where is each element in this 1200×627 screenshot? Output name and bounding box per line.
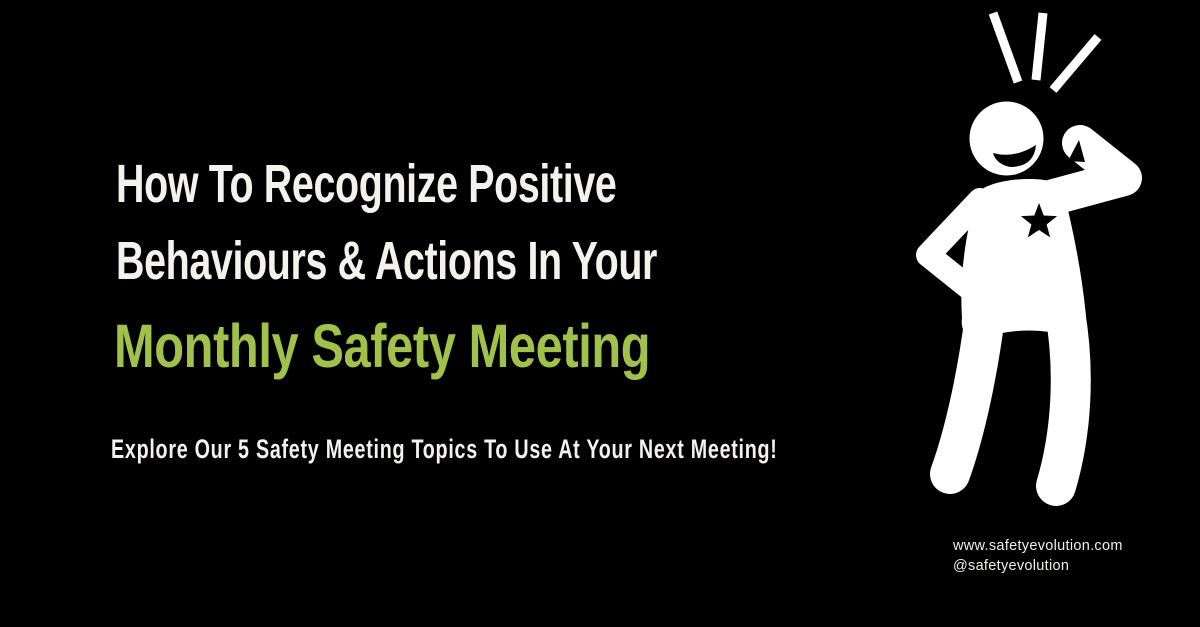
excitement-lines-icon — [993, 13, 1098, 90]
headline-line-2-text: Behaviours & Actions In Your — [116, 231, 658, 291]
footer — [953, 536, 1123, 576]
headline-line-1 — [116, 146, 857, 223]
headline — [116, 146, 857, 300]
social-handle: @safetyevolution — [953, 558, 1070, 574]
website-url: www.safetyevolution.com — [953, 538, 1123, 554]
person-flexing-arm — [1050, 143, 1124, 198]
headline-line-2 — [116, 223, 857, 300]
headline-highlight — [114, 312, 784, 380]
headline-line-1-text: How To Recognize Positive — [116, 154, 617, 214]
subheadline — [111, 433, 1024, 465]
person-right-leg — [1056, 312, 1071, 486]
flexing-person-icon — [900, 0, 1160, 560]
headline-highlight-text: Monthly Safety Meeting — [114, 312, 651, 380]
person-left-leg — [950, 316, 985, 474]
subheadline-text: Explore Our 5 Safety Meeting Topics To Use At Your Next Meeting! — [111, 434, 778, 464]
